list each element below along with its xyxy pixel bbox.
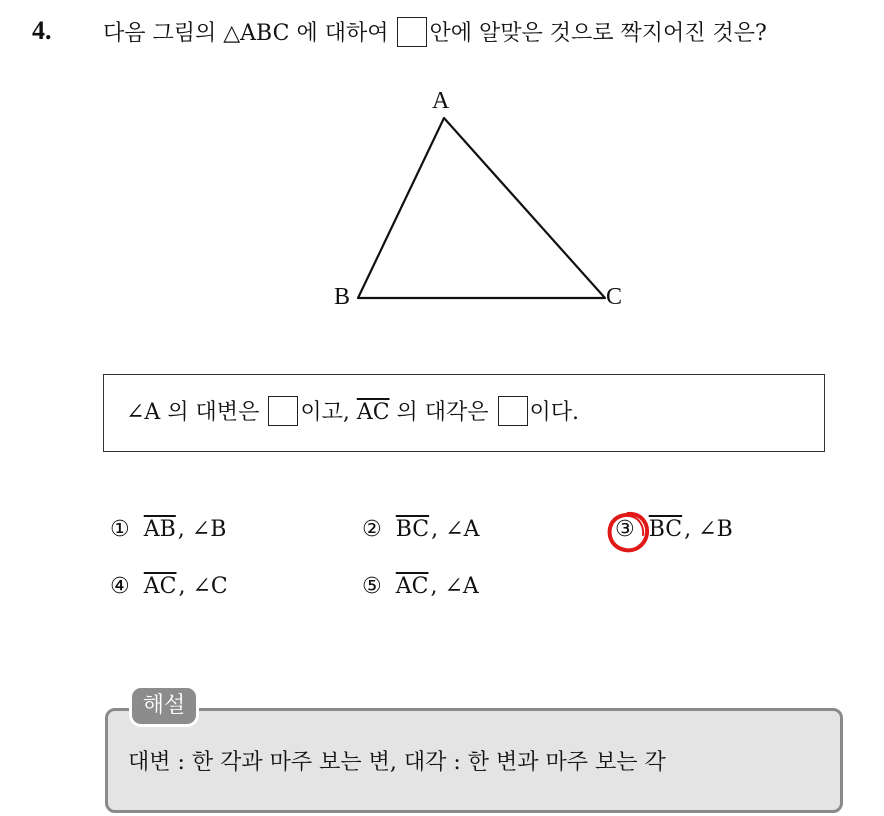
explanation-tag: 해설 [129, 685, 199, 727]
statement-text [126, 398, 579, 428]
choice-2[interactable] [362, 517, 479, 542]
blank-box [397, 17, 427, 47]
statement-part4: 이다. [529, 400, 580, 425]
vertex-label-c: C [606, 284, 623, 310]
question-text [103, 19, 767, 49]
statement-part2: 이고, [300, 400, 357, 425]
statement-box [103, 374, 825, 452]
triangle-figure [320, 80, 650, 330]
blank-box-2 [498, 396, 528, 426]
choice-2-number: ② [362, 517, 382, 542]
vertex-label-b: B [334, 284, 351, 310]
statement-part3: 의 대각은 [389, 400, 496, 425]
blank-box-1 [268, 396, 298, 426]
choice-3-segment: $\overline{BC}$ [648, 517, 683, 542]
choice-5-number: ⑤ [362, 574, 382, 599]
question-number: 4. [32, 16, 52, 45]
statement-part1: ∠A 의 대변은 [126, 400, 267, 425]
choice-3-angle: , ∠B [684, 517, 733, 542]
choice-5[interactable] [362, 574, 479, 599]
explanation-text: 대변 : 한 각과 마주 보는 변, 대각 : 한 변과 마주 보는 각 [128, 750, 666, 775]
choice-4[interactable] [110, 574, 228, 599]
choice-1-angle: , ∠B [177, 517, 227, 542]
choice-4-number: ④ [110, 574, 130, 599]
choice-1-number: ① [110, 517, 130, 542]
choice-4-segment: $\overline{AC}$ [143, 574, 177, 599]
choice-2-angle: , ∠A [431, 517, 480, 542]
choice-4-angle: , ∠C [178, 574, 228, 599]
vertex-label-a: A [432, 88, 450, 114]
choice-3[interactable] [615, 517, 733, 542]
statement-segment: $\overline{AC}$ [356, 400, 390, 425]
triangle-abc [358, 118, 605, 298]
choice-5-segment: $\overline{AC}$ [395, 574, 429, 599]
question-text-after-blank: 안에 알맞은 것으로 짝지어진 것은? [429, 21, 767, 46]
choice-1[interactable] [110, 517, 226, 542]
choice-5-angle: , ∠A [430, 574, 479, 599]
triangle-svg [320, 80, 650, 330]
choice-2-segment: $\overline{BC}$ [395, 517, 430, 542]
choice-3-number: ③ [615, 517, 635, 542]
explanation-box [105, 708, 843, 813]
choice-1-segment: $\overline{AB}$ [143, 517, 176, 542]
question-text-before-blank: 다음 그림의 △ABC 에 대하여 [103, 21, 396, 46]
